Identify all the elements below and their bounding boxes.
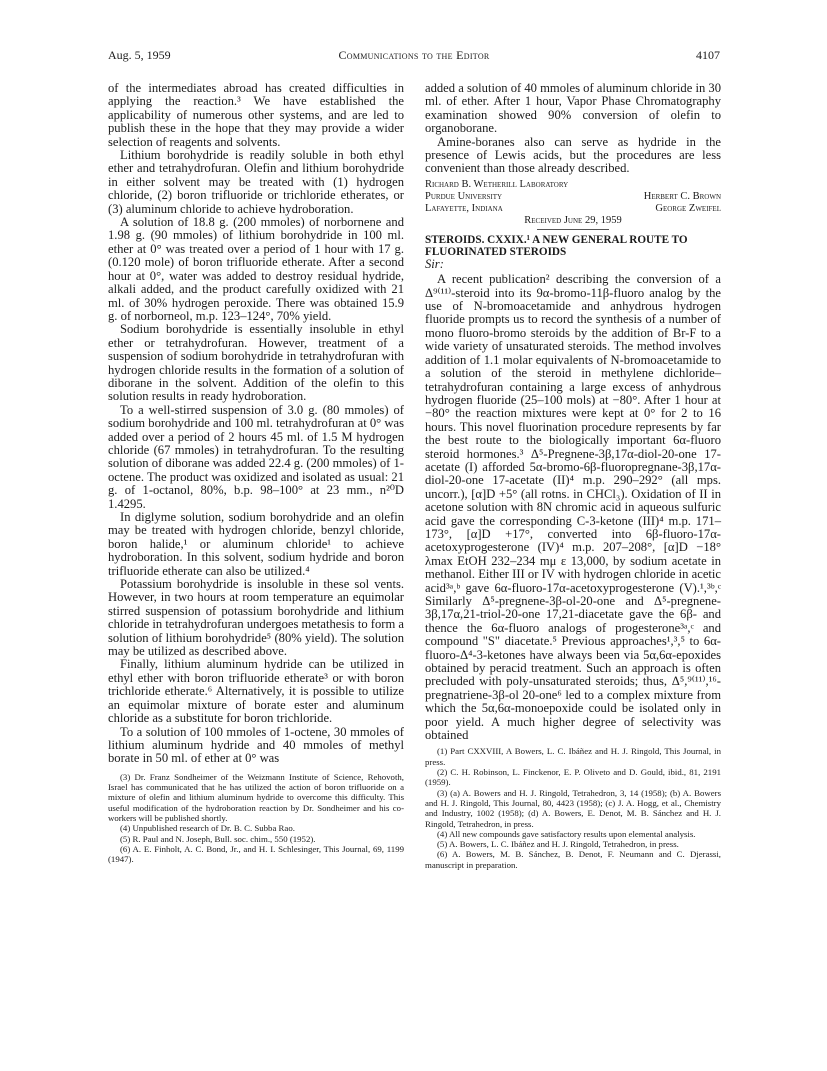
header-date: Aug. 5, 1959: [108, 48, 171, 62]
affiliation-block: [425, 179, 721, 227]
article-title: STEROIDS. CXXIX.¹ A NEW GENERAL ROUTE TO FLUORINATED STEROIDS: [425, 233, 688, 258]
right-column: [425, 82, 721, 870]
salutation: Sir:: [425, 256, 444, 271]
paragraph: To a solution of 100 mmoles of 1-octene, 30 mmoles of lithium aluminum hydride and 40 mmoles of methyl borate in 50 ml. of ether at 0° was: [108, 724, 404, 766]
paragraph: Sodium borohydride is essentially insoluble in ethyl ether or tetrahydrofuran. However, treatment of a suspension of sodium borohydride in tetrahydrofuran with hydrogen chloride results in the formation of a solution of diborane in the solvent. Addition of the olefin to this solution results in ready hydroboration.: [108, 322, 404, 404]
author-name: George Zweifel: [655, 202, 721, 214]
paragraph: To a well-stirred suspension of 3.0 g. (80 mmoles) of sodium borohydride and 100 ml. tetrahydrofuran at 0° was added over a period of 2 hours 45 ml. of 1.5 M hydrogen chloride (67 mmoles) in tetrahydrofuran. To the resulting solution of diborane was added 22.4 g. (200 mmoles) of 1-octene. The product was oxidized and isolated as usual: 21 g. of 1-octanol, 80%, b.p. 98–100° at 23 mm., n²⁰D 1.4295.: [108, 402, 404, 511]
footnote: (3) (a) A. Bowers and H. J. Ringold, Tetrahedron, 3, 14 (1958); (b) A. Bowers and H. J. Ringold, This Journal, 80, 4423 (1958); (c) J. A. Hogg, et al., Chemistry and Industry, 1002 (1958); (d) A. Bowers, E. Denot, M. B. Sánchez and H. J. Ringold, Tetrahedron, in press.: [425, 787, 721, 829]
left-footnotes: [108, 772, 404, 865]
paragraph: A solution of 18.8 g. (200 mmoles) of norbornene and 1.98 g. (90 mmoles) of lithium borohydride in 100 ml. ether at 0° was treated over a period of 1 hour with 17 g. (0.120 mole) of boron trifluoride etherate. After a second hour at 0°, water was added to destroy residual hydride, alkali added, and the product carefully oxidized with 21 ml. of 30% hydrogen peroxide. There was obtained 15.9 g. of norborneol, m.p. 123–124°, 70% yield.: [108, 215, 404, 323]
header-page-number: 4107: [696, 48, 720, 62]
footnote: (6) A. Bowers, M. B. Sánchez, B. Denot, F. Neumann and C. Djerassi, manuscript in preparation.: [425, 849, 721, 870]
left-column: [108, 82, 404, 864]
footnote: (1) Part CXXVIII, A Bowers, L. C. Ibáñez and H. J. Ringold, This Journal, in press.: [425, 746, 721, 767]
paragraph: Lithium borohydride is readily soluble in both ethyl ether and tetrahydrofuran. Olefin and lithium borohydride in either solvent may be treated with (1) hydrogen chloride, (2) boron trifluoride or trichloride etherates, or (3) aluminum chloride to achieve hydroboration.: [108, 148, 404, 216]
paragraph: of the intermediates abroad has created difficulties in applying the reaction.³ We have established the applicability of numerous other systems, and are led to publish these in the hope that they may provide a wider selection of reagents and solvents.: [108, 81, 404, 149]
paragraph: Finally, lithium aluminum hydride can be utilized in ethyl ether with boron trifluoride etherate³ or with boron trichloride etherate.⁶ Alternatively, it is possible to utilize an equimolar mixture of borate ester and aluminum chloride as a substitute for boron trichloride.: [108, 657, 404, 726]
page-header: [108, 48, 720, 66]
footnote: (4) All new compounds gave satisfactory results upon elemental analysis.: [437, 828, 696, 839]
footnote: (3) Dr. Franz Sondheimer of the Weizmann Institute of Science, Rehovoth, Israel has communicated that he has utilized the action of boron trifluoride on a mixture of olefin and lithium aluminum hydride to overcome this difficulty. This useful modification of the hydroboration reaction by Dr. Sondheimer and his co-workers will be published shortly.: [108, 771, 404, 823]
paragraph: added a solution of 40 mmoles of aluminum chloride in 30 ml. of ether. After 1 hour, Vapor Phase Chromatography examination showed 90% conversion of olefin to organoborane.: [425, 81, 721, 136]
footnote: (2) C. H. Robinson, L. Finckenor, E. P. Oliveto and D. Gould, ibid., 81, 2191 (1959).: [425, 767, 721, 788]
received-date: Received June 29, 1959: [524, 214, 622, 226]
paragraph: Amine-boranes also can serve as hydride in the presence of Lewis acids, but the procedures are less convenient than those already described.: [425, 134, 721, 176]
paragraph: A recent publication² describing the conversion of a Δ⁹⁽¹¹⁾-steroid into its 9α-bromo-11β-fluoro analog by the use of N-bromoacetamide and anhydrous hydrogen fluoride prompts us to record the synthesis of a number of mono fluoro-bromo steroids by the addition of Br-F to a wide variety of unsaturated steroids. The method involves addition of 1.1 molar equivalents of N-bromoacetamide to a solution of the steroid in methylene dichloride–tetrahydrofuran containing a large excess of anhydrous hydrogen fluoride (25–100 mols) at −80°. After 1 hour at −80° the reaction mixtures were kept at 0° for 2 to 16 hours. This novel fluorination procedure represents by far the best route to the biologically important 6α-fluoro steroid hormones.³ Δ⁵-Pregnene-3β,17α-diol-20-one 17-acetate (I) afforded 5α-bromo-6β-fluoropregnane-3β,17α-diol-20-one 17-acetate (II)⁴ m.p. 290–292° (all mps. uncorr.), [α]D +5° (all rotns. in CHCl₃). Oxidation of II in acetone solution with 8N chromic acid in aqueous sulfuric acid gave the corresponding C-3-ketone (III)⁴ m.p. 171–173°, [α]D +17°, converted into 6β-fluoro-17α-acetoxyprogesterone (IV)⁴ m.p. 207–208°, [α]D −18° λmax EtOH 232–234 mμ ε 13,000, by sodium acetate in methanol. Either III or IV with hydrogen chloride in acetic acid³ᵃ,ᵇ gave 6α-fluoro-17α-acetoxyprogesterone (V).¹,³ᵇ,ᶜ Similarly Δ⁵-pregnene-3β-ol-20-one and Δ⁵-pregnene-3β,17α,21-triol-20-one 17,21-diacetate gave the 6β- and thence the 6α-fluoro analogs of progesterone³ᵃ,ᶜ and compound "S" diacetate.⁵ Previous approaches¹,³,⁵ to 6α-fluoro-Δ⁴-3-ketones have always been via 5α,6α-epoxides obtained by peracid treatment. Such an approach is often precluded with poly-unsaturated steroids; thus, Δ⁵,⁹⁽¹¹⁾,¹⁶-pregnatriene-3β-ol 20-one⁶ led to a complex mixture from which the 5α,6α-monoepoxide could be isolated only in poor yield. A much higher degree of selectivity was obtained: [425, 272, 721, 743]
affiliation-lab: Richard B. Wetherill Laboratory: [425, 178, 569, 190]
header-journal: Communications to the Editor: [338, 48, 490, 62]
footnote: (5) R. Paul and N. Joseph, Bull. soc. chim., 550 (1952).: [120, 833, 316, 844]
paragraph: Potassium borohydride is insoluble in these sol vents. However, in two hours at room temperature an equimolar stirred suspension of potassium borohydride and lithium chloride in tetrahydrofuran undergoes metathesis to form a solution of lithium borohydride⁵ (80% yield). The solution may be utilized as described above.: [108, 577, 404, 659]
footnote: (5) A. Bowers, L. C. Ibáñez and H. J. Ringold, Tetrahedron, in press.: [437, 839, 679, 850]
footnote: (6) A. E. Finholt, A. C. Bond, Jr., and H. I. Schlesinger, This Journal, 69, 1199 (1947).: [108, 843, 404, 865]
footnote: (4) Unpublished research of Dr. B. C. Subba Rao.: [120, 823, 295, 834]
affiliation-city: Lafayette, Indiana: [425, 202, 503, 214]
affiliation-university: Purdue University: [425, 190, 503, 202]
divider: [537, 229, 609, 230]
paragraph: In diglyme solution, sodium borohydride and an olefin may be treated with hydrogen chloride, benzyl chloride, boron halide,¹ or aluminum chloride¹ to achieve hydroboration. In this solvent, sodium hydride and boron trifluoride etherate can also be utilized.⁴: [108, 510, 404, 578]
author-name: Herbert C. Brown: [643, 190, 721, 202]
right-footnotes: [425, 746, 721, 870]
